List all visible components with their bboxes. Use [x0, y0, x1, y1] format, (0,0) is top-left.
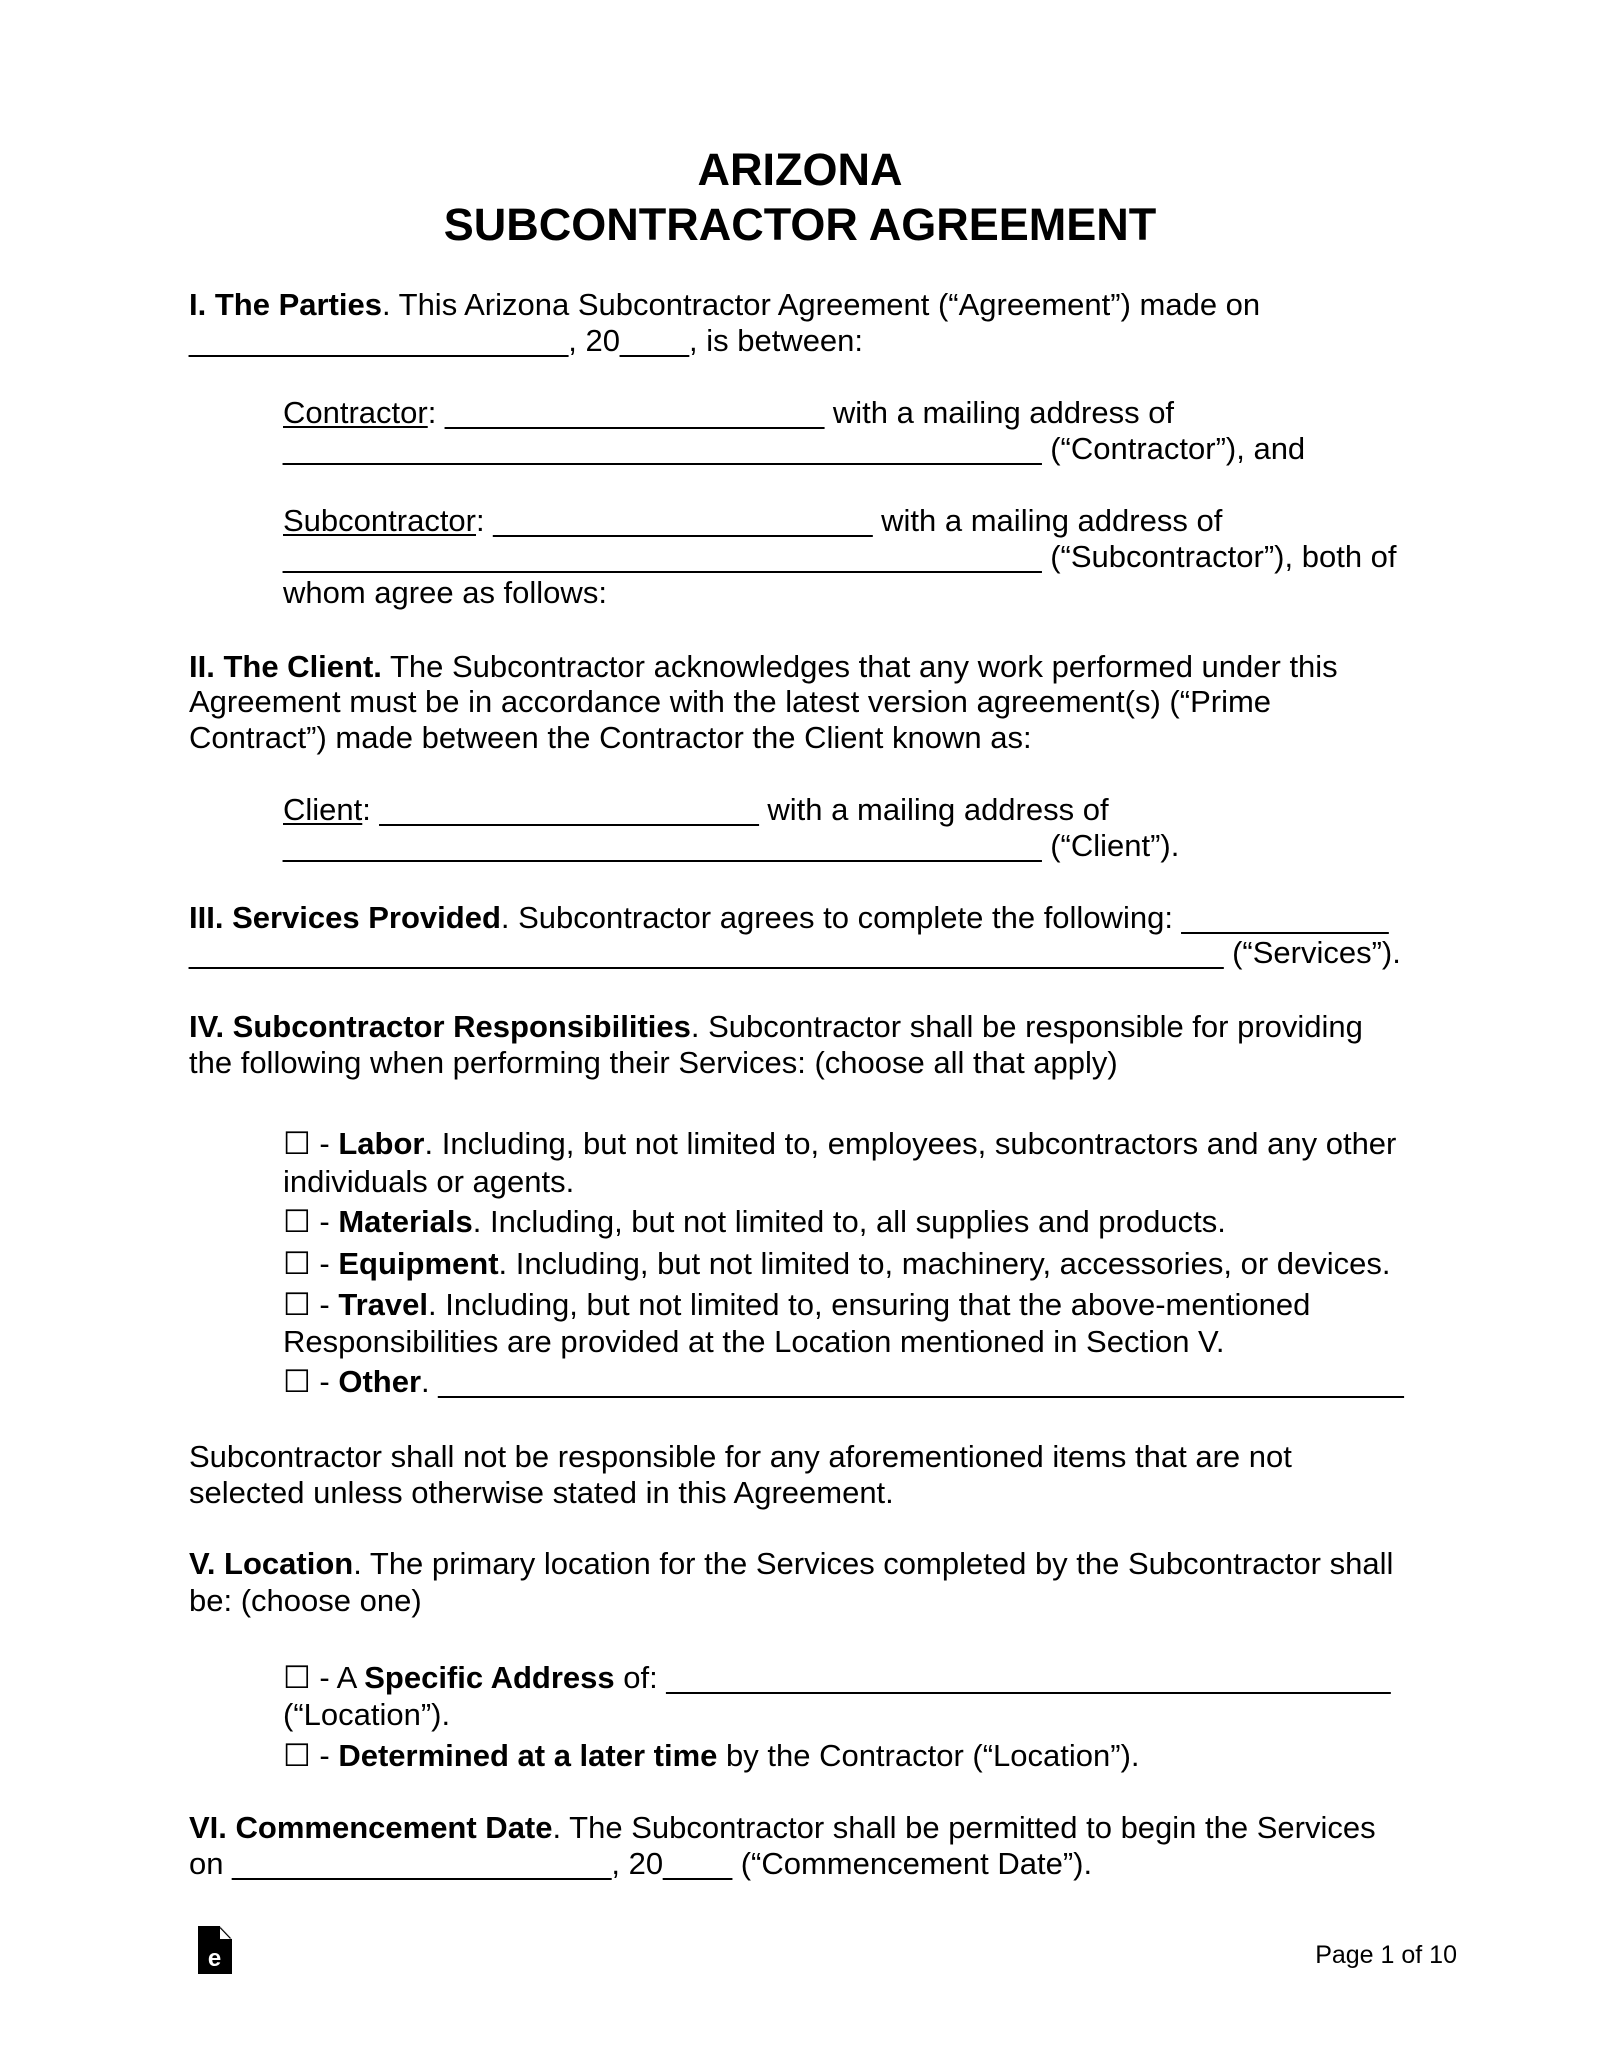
subcontractor-line-2: ____________________________________________ (“Subcontractor”), both of [283, 539, 1397, 574]
determined-later-checkbox[interactable]: ☐ [283, 1738, 311, 1773]
document-title: SUBCONTRACTOR AGREEMENT [443, 199, 1157, 250]
section-heading-services: III. Services Provided [189, 900, 501, 935]
section-heading-commencement: VI. Commencement Date [189, 1810, 553, 1845]
contractor-name-field[interactable]: ______________________ [444, 395, 825, 430]
responsibilities-line-2: the following when performing their Services: (choose all that apply) [189, 1045, 1118, 1080]
section-heading-parties: I. The Parties [189, 287, 382, 322]
eforms-document-icon [198, 1926, 232, 1974]
responsibilities-line-1: IV. Subcontractor Responsibilities. Subcontractor shall be responsible for providing [189, 1009, 1363, 1044]
labor-checkbox[interactable]: ☐ [283, 1126, 311, 1161]
client-line-1: II. The Client. The Subcontractor acknowledges that any work performed under this [189, 649, 1338, 684]
subcontractor-name-field[interactable]: ______________________ [493, 503, 873, 538]
parties-line-2: ______________________, 20____, is between: [189, 323, 864, 358]
location-option-specific: ☐ - A Specific Address of: __________________________________________ [283, 1660, 1391, 1695]
other-checkbox[interactable]: ☐ [283, 1364, 311, 1399]
responsibility-item-other: ☐ - Other. ________________________________________________________ [283, 1364, 1404, 1399]
responsibility-item-materials: ☐ - Materials. Including, but not limited to, all supplies and products. [283, 1204, 1226, 1239]
section-heading-location: V. Location [189, 1546, 354, 1581]
subcontractor-address-field[interactable]: ____________________________________________ [283, 539, 1042, 574]
responsibility-item-travel: ☐ - Travel. Including, but not limited to, ensuring that the above-mentioned [283, 1287, 1311, 1322]
responsibility-item-labor-cont: individuals or agents. [283, 1164, 575, 1199]
client-party-line-2: ____________________________________________ (“Client”). [283, 828, 1180, 863]
client-label: Client [283, 792, 363, 827]
location-line-2: be: (choose one) [189, 1583, 422, 1618]
location-option-specific-cont: (“Location”). [283, 1697, 451, 1732]
responsibility-item-labor: ☐ - Labor. Including, but not limited to, employees, subcontractors and any other [283, 1126, 1397, 1161]
commencement-line-2: on ______________________, 20____ (“Commencement Date”). [189, 1846, 1093, 1881]
commencement-year-field[interactable]: ____ [663, 1846, 733, 1881]
responsibility-item-travel-cont: Responsibilities are provided at the Location mentioned in Section V. [283, 1324, 1225, 1359]
other-responsibility-field[interactable]: ________________________________________________________ [438, 1364, 1404, 1399]
client-address-field[interactable]: ____________________________________________ [283, 828, 1042, 863]
agreement-date-field[interactable]: ______________________ [189, 323, 569, 358]
subcontractor-line-3: whom agree as follows: [283, 575, 607, 610]
subcontractor-line-1: Subcontractor: ______________________ with a mailing address of [283, 503, 1223, 538]
responsibilities-note-line-2: selected unless otherwise stated in this Agreement. [189, 1475, 894, 1510]
commencement-line-1: VI. Commencement Date. The Subcontractor shall be permitted to begin the Services [189, 1810, 1376, 1845]
equipment-checkbox[interactable]: ☐ [283, 1246, 311, 1281]
contractor-address-field[interactable]: ____________________________________________ [283, 431, 1042, 466]
document-title-state: ARIZONA [697, 144, 903, 195]
parties-line-1: I. The Parties. This Arizona Subcontractor Agreement (“Agreement”) made on [189, 287, 1261, 322]
svg-text:e: e [207, 1945, 222, 1972]
contractor-label: Contractor [283, 395, 428, 430]
services-line-1: III. Services Provided. Subcontractor agrees to complete the following: ____________ [189, 900, 1389, 935]
services-line-2: ____________________________________________________________ (“Services”). [189, 935, 1401, 970]
section-heading-responsibilities: IV. Subcontractor Responsibilities [189, 1009, 691, 1044]
location-line-1: V. Location. The primary location for the Services completed by the Subcontractor shall [189, 1546, 1394, 1581]
services-field-1[interactable]: ____________ [1181, 900, 1389, 935]
contractor-line-2: ____________________________________________ (“Contractor”), and [283, 431, 1306, 466]
client-name-field[interactable]: ______________________ [379, 792, 759, 827]
specific-address-checkbox[interactable]: ☐ [283, 1660, 311, 1695]
responsibilities-note-line-1: Subcontractor shall not be responsible for any aforementioned items that are not [189, 1439, 1292, 1474]
client-line-3: Contract”) made between the Contractor the Client known as: [189, 720, 1032, 755]
location-option-later: ☐ - Determined at a later time by the Contractor (“Location”). [283, 1738, 1140, 1773]
client-party-line-1: Client: ______________________ with a mailing address of [283, 792, 1109, 827]
responsibility-item-equipment: ☐ - Equipment. Including, but not limited to, machinery, accessories, or devices. [283, 1246, 1391, 1281]
agreement-year-field[interactable]: ____ [620, 323, 689, 358]
specific-address-field[interactable]: __________________________________________ [666, 1660, 1391, 1695]
contractor-line-1: Contractor: ______________________ with a mailing address of [283, 395, 1175, 430]
page-number: Page 1 of 10 [1315, 1941, 1457, 1969]
commencement-date-field[interactable]: ______________________ [232, 1846, 612, 1881]
subcontractor-label: Subcontractor [283, 503, 476, 538]
services-field-2[interactable]: ____________________________________________________________ [189, 935, 1224, 970]
section-heading-client: II. The Client. [189, 649, 382, 684]
materials-checkbox[interactable]: ☐ [283, 1204, 311, 1239]
client-line-2: Agreement must be in accordance with the latest version agreement(s) (“Prime [189, 684, 1272, 719]
travel-checkbox[interactable]: ☐ [283, 1287, 311, 1322]
